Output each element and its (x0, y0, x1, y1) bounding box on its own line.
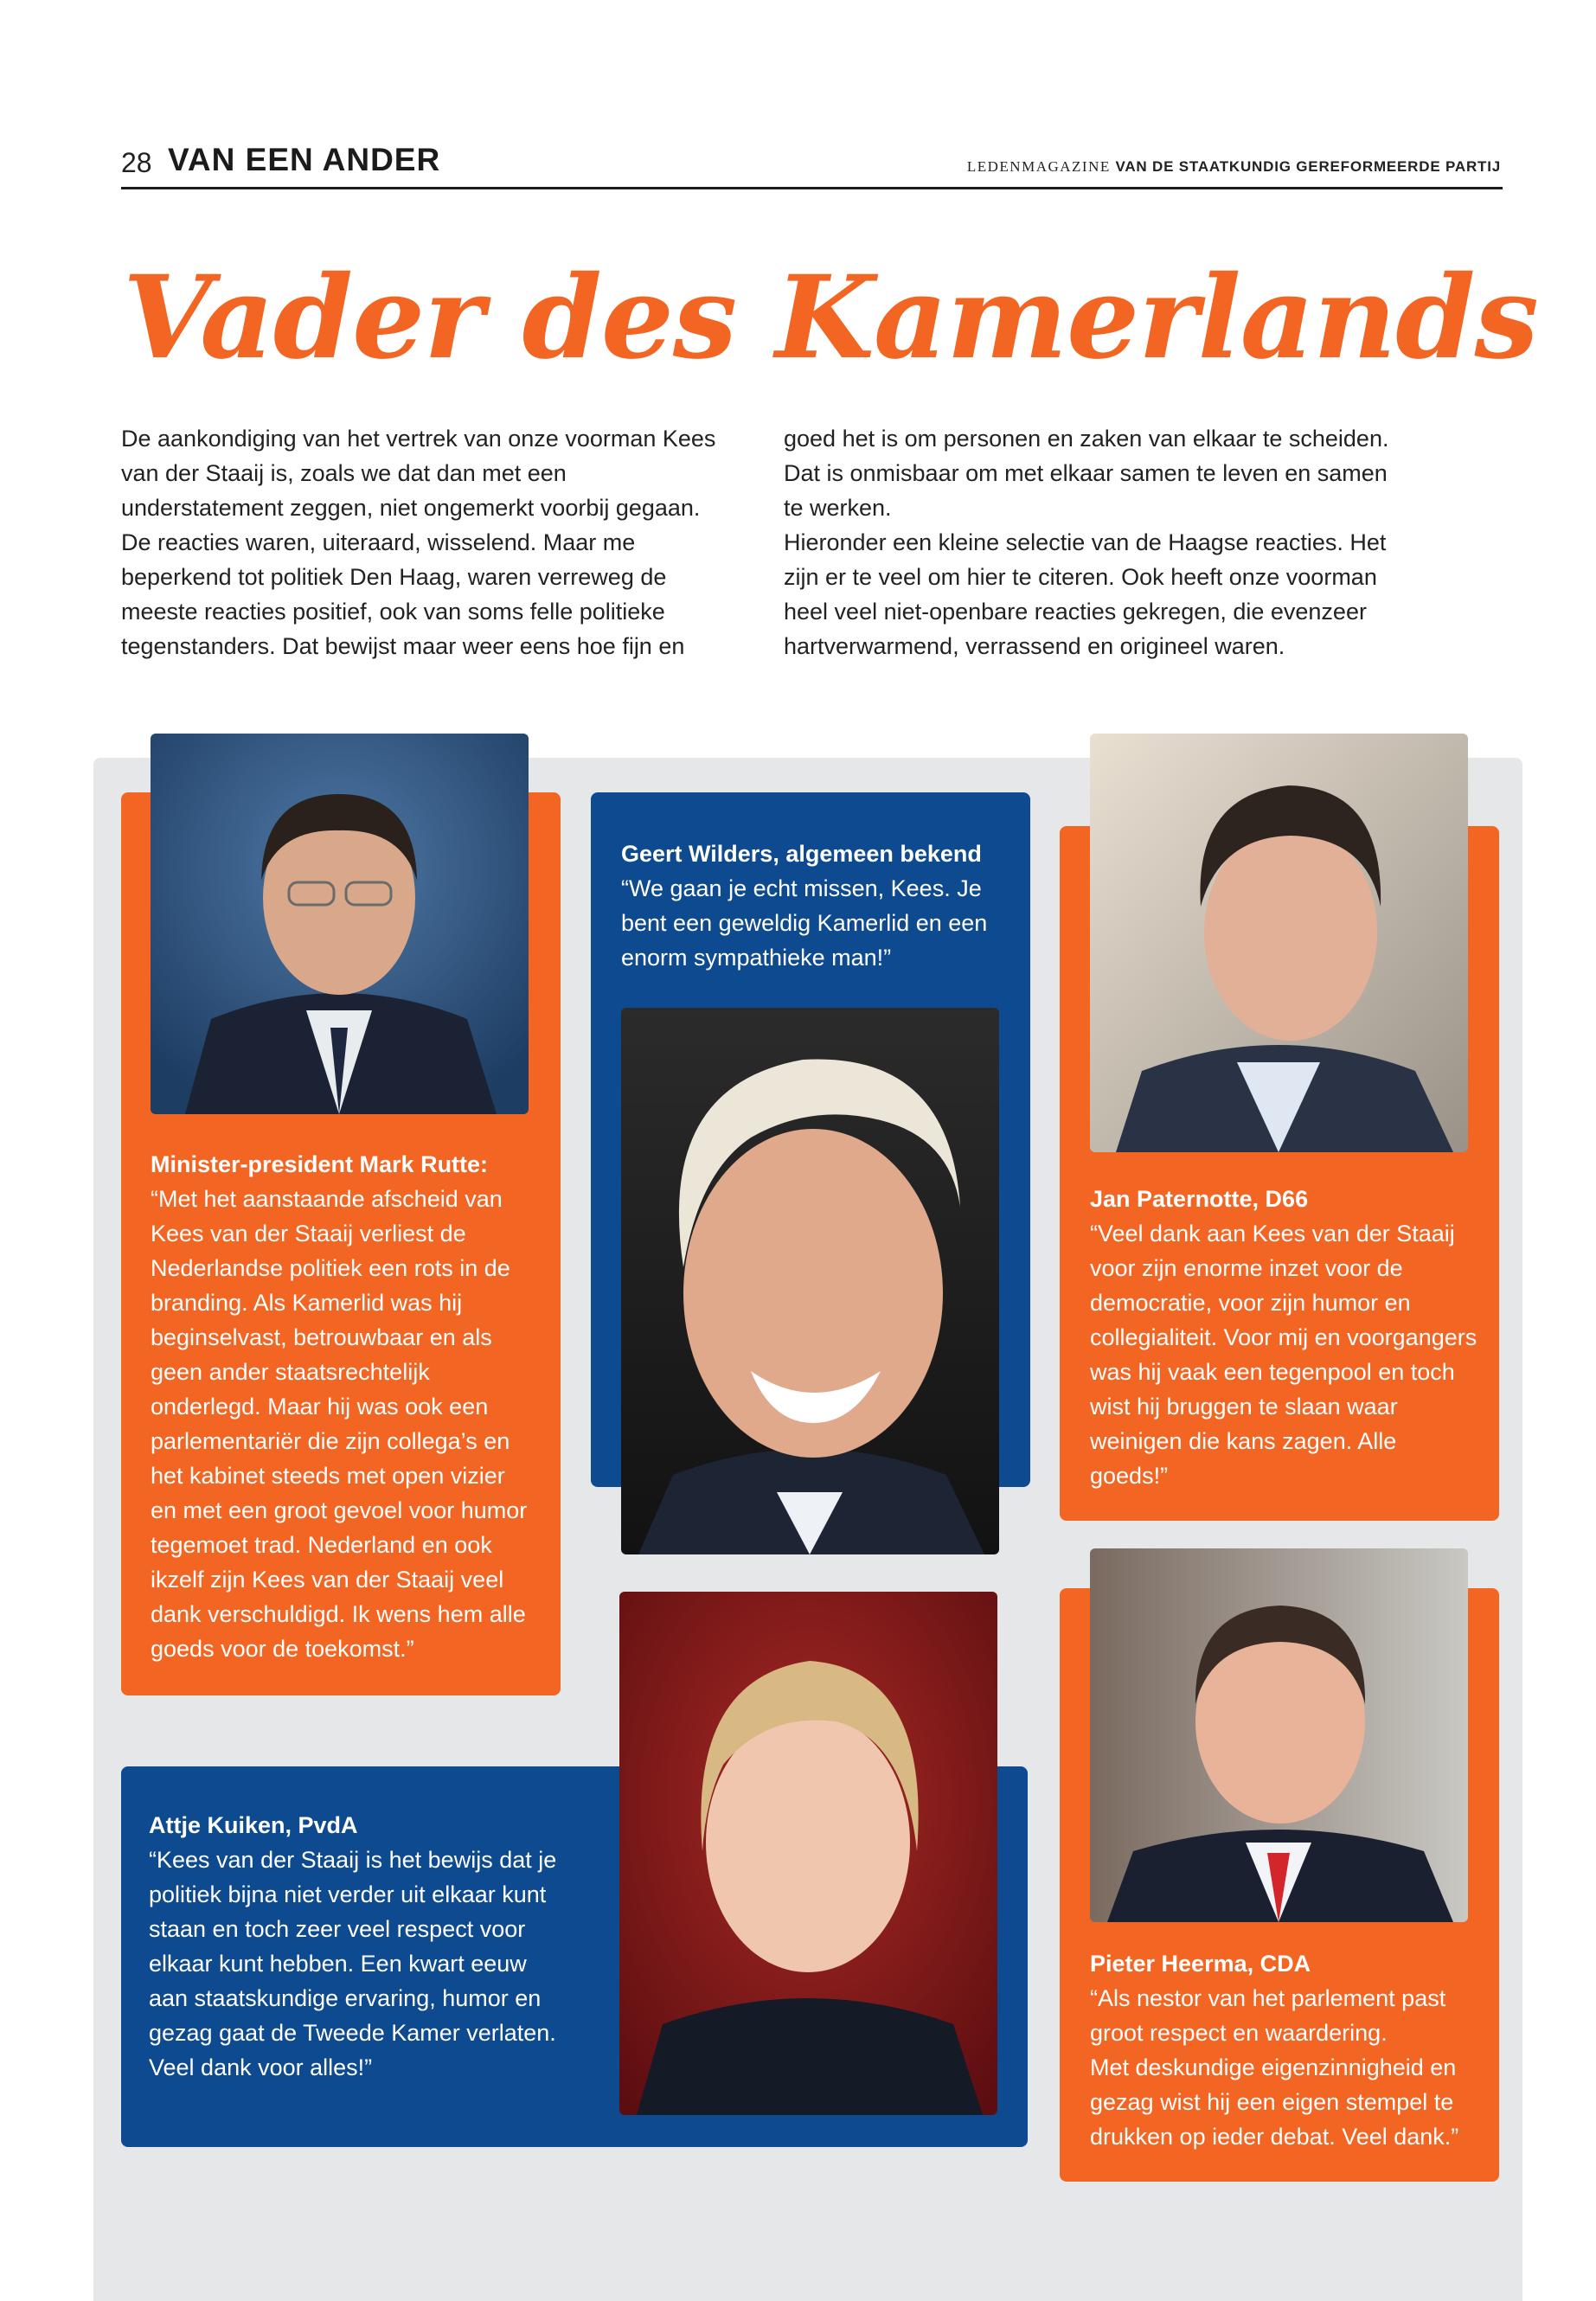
intro-left-paragraph: De aankondiging van het vertrek van onze voorman Kees van der Staaij is, zoals we dat dan met een understatement zeggen, niet ongemerkt voorbij gegaan. De reacties waren, uiteraard, wisselend. Maar me beperkend tot politiek Den Haag, waren verreweg de meeste reacties positief, ook van soms felle politieke tegenstanders. Dat bewijst maar weer eens hoe fijn en (121, 426, 716, 659)
page-number: 28 (121, 147, 152, 178)
quote-paternotte (1090, 1182, 1479, 1493)
quote-rutte-text: “Met het aanstaande afscheid van Kees van der Staaij verliest de Nederlandse politiek een rots in de branding. Als Kamerlid was hij beginselvast, betrouwbaar en als geen ander staatsrechtelijk onderlegd. Maar hij was ook een parlementariër die zijn collega’s en het kabinet steeds met open vizier en met een groot gevoel voor humor tegemoet trad. Nederland en ook ikzelf zijn Kees van der Staaij veel dank verschuldigd. Ik wens hem alle goeds voor de toekomst.” (151, 1186, 528, 1662)
magazine-title-bold: VAN DE STAATKUNDIG GEREFORMEERDE PARTIJ (1115, 158, 1501, 175)
quote-kuiken-name: Attje Kuiken, PvdA (149, 1812, 358, 1838)
headline: Vader des Kamerlands (123, 251, 1538, 385)
magazine-title-light: LEDENMAGAZINE (966, 158, 1111, 175)
section-title: VAN EEN ANDER (168, 142, 441, 177)
photo-pieter-heerma (1090, 1548, 1468, 1922)
quote-wilders-name: Geert Wilders, algemeen bekend (621, 841, 982, 867)
quote-paternotte-text: “Veel dank aan Kees van der Staaij voor zijn enorme inzet voor de democratie, voor zijn humor en collegialiteit. Voor mij en voorgangers was hij vaak een tegenpool en toch wist hij bruggen te slaan waar weinigen die kans zagen. Alle goeds!” (1090, 1221, 1477, 1489)
quote-heerma (1090, 1946, 1479, 2154)
quote-rutte (151, 1147, 531, 1666)
intro-right-paragraph-1: goed het is om personen en zaken van elkaar te scheiden. Dat is onmisbaar om met elkaar samen te leven en samen te werken. (784, 426, 1389, 521)
quote-kuiken (149, 1808, 564, 2085)
quote-rutte-name: Minister-president Mark Rutte: (151, 1151, 489, 1177)
photo-attje-kuiken (619, 1592, 997, 2115)
photo-jan-paternotte (1090, 734, 1468, 1152)
magazine-title (967, 158, 1501, 176)
quote-heerma-text-2: Met deskundige eigenzinnigheid en gezag wist hij een eigen stempel te drukken op ieder debat. Veel dank.” (1090, 2054, 1459, 2150)
intro-column-right (784, 421, 1389, 663)
intro-right-paragraph-2: Hieronder een kleine selectie van de Haagse reacties. Het zijn er te veel om hier te citeren. Ook heeft onze voorman heel veel niet-openbare reacties gekregen, die evenzeer hartverwarmend, verrassend en origineel waren. (784, 529, 1387, 659)
quote-wilders-text: “We gaan je echt missen, Kees. Je bent een geweldig Kamerlid en een enorm sympathieke man!” (621, 875, 988, 971)
quote-paternotte-name: Jan Paternotte, D66 (1090, 1186, 1309, 1212)
header-rule (121, 187, 1503, 189)
photo-mark-rutte (151, 734, 529, 1114)
intro-column-left (121, 421, 727, 663)
quote-kuiken-text: “Kees van der Staaij is het bewijs dat je politiek bijna niet verder uit elkaar kunt staan en toch zeer veel respect voor elkaar kunt hebben. Een kwart eeuw aan staatskundige ervaring, humor en gezag gaat de Tweede Kamer verlaten. Veel dank voor alles!” (149, 1847, 557, 2080)
quote-heerma-name: Pieter Heerma, CDA (1090, 1951, 1311, 1977)
quote-wilders (621, 836, 1002, 975)
photo-geert-wilders (621, 1008, 999, 1554)
quote-heerma-text-1: “Als nestor van het parlement past groot respect en waardering. (1090, 1985, 1446, 2046)
